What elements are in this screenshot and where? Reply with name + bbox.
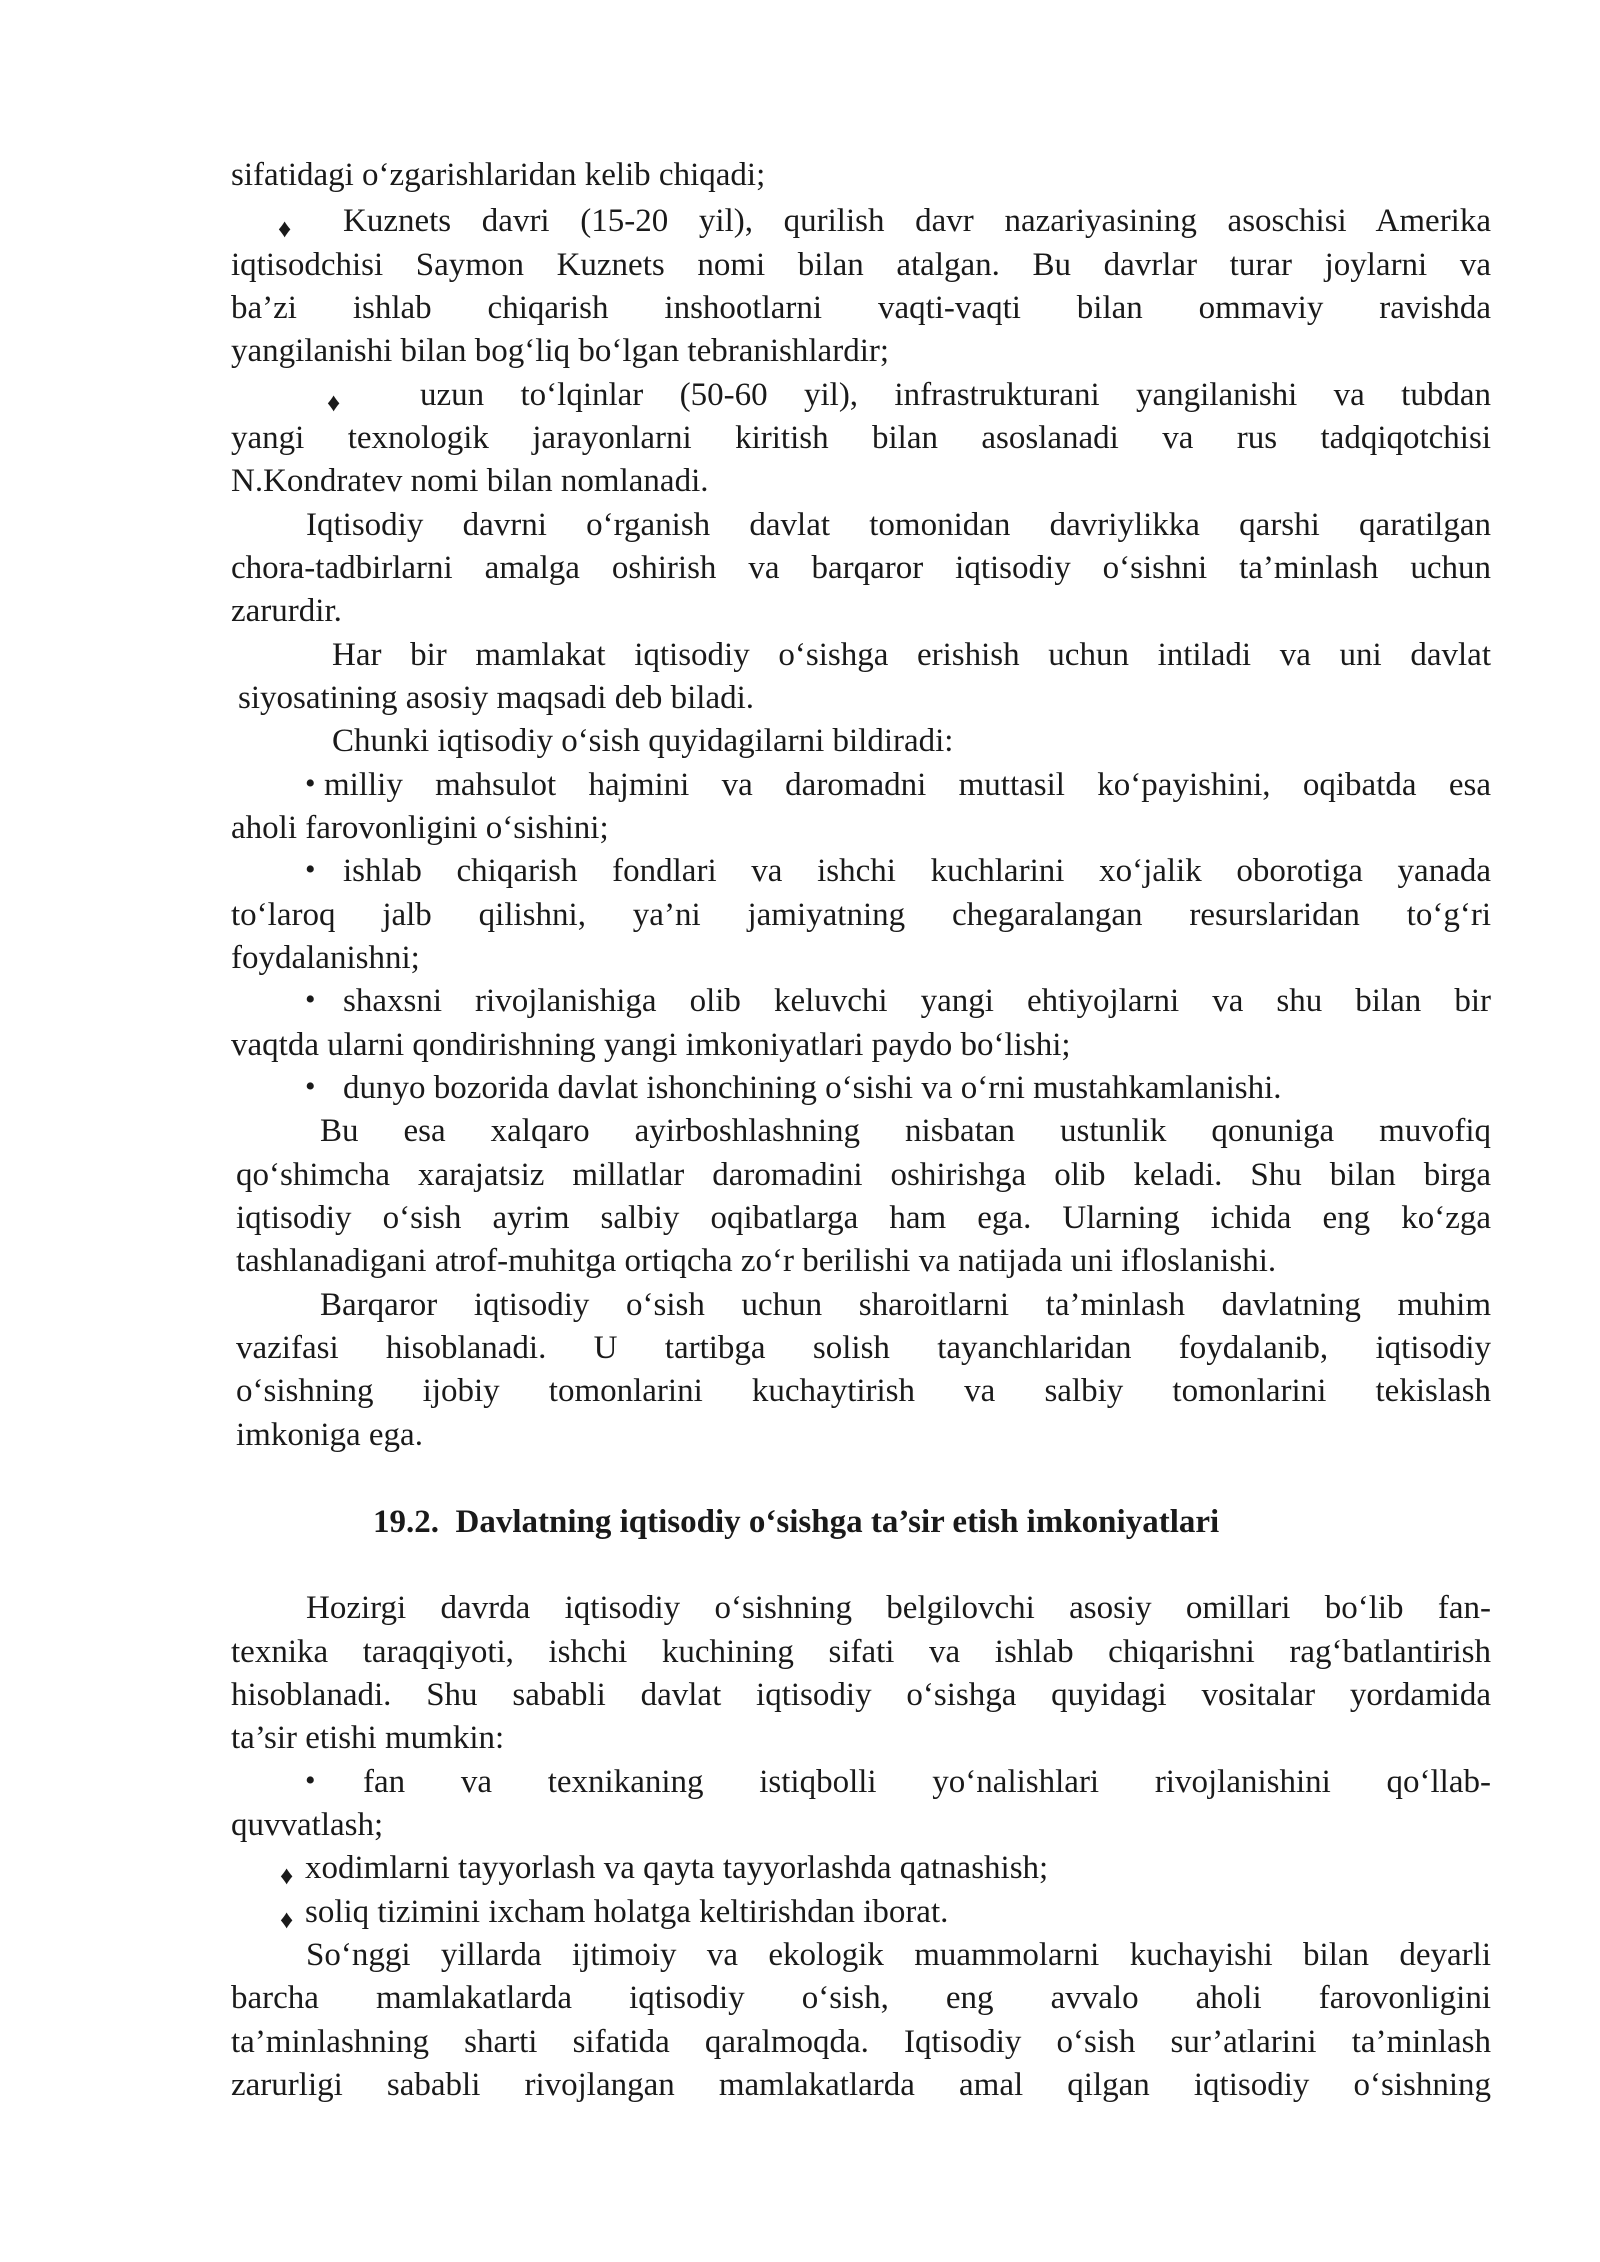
text-line: ishlab chiqarish fondlari va ishchi kuchlarini xo‘jalik oborotiga yanada: [343, 853, 1491, 889]
text-line: sifatidagi o‘zgarishlaridan kelib chiqadi;: [231, 157, 766, 193]
text-line: Bu esa xalqaro ayirboshlashning nisbatan ustunlik qonuniga muvofiq: [320, 1113, 1491, 1149]
diamond-bullet-icon: ♦: [327, 388, 341, 417]
text-line: Hozirgi davrda iqtisodiy o‘sishning belgilovchi asosiy omillari bo‘lib fan-: [306, 1590, 1491, 1626]
text-line: shaxsni rivojlanishiga olib keluvchi yangi ehtiyojlarni va shu bilan bir: [343, 983, 1491, 1019]
text-line: milliy mahsulot hajmini va daromadni muttasil ko‘payishini, oqibatda esa: [324, 767, 1491, 803]
text-line: ta’sir etishi mumkin:: [231, 1720, 505, 1756]
section-heading: 19.2. Davlatning iqtisodiy o‘sishga ta’sir etish imkoniyatlari: [373, 1504, 1220, 1540]
diamond-bullet-icon: ♦: [280, 1905, 294, 1934]
text-line: yangi texnologik jarayonlarni kiritish bilan asoslanadi va rus tadqiqotchisi: [231, 420, 1491, 456]
text-line: o‘sishning ijobiy tomonlarini kuchaytirish va salbiy tomonlarini tekislash: [236, 1373, 1491, 1409]
text-line: iqtisodchisi Saymon Kuznets nomi bilan atalgan. Bu davrlar turar joylarni va: [231, 247, 1491, 283]
text-line: yangilanishi bilan bog‘liq bo‘lgan tebranishlardir;: [231, 333, 890, 369]
text-line: texnika taraqqiyoti, ishchi kuchining sifati va ishlab chiqarishni rag‘batlantirish: [231, 1634, 1491, 1670]
text-line: ta’minlashning sharti sifatida qaralmoqda. Iqtisodiy o‘sish sur’atlarini ta’minlash: [231, 2024, 1491, 2060]
text-line: aholi farovonligini o‘sishini;: [231, 810, 609, 846]
text-line: imkoniga ega.: [236, 1417, 423, 1453]
dot-bullet-icon: •: [305, 767, 316, 800]
text-line: uzun to‘lqinlar (50-60 yil), infrastrukturani yangilanishi va tubdan: [420, 377, 1491, 413]
text-line: barcha mamlakatlarda iqtisodiy o‘sish, eng avvalo aholi farovonligini: [231, 1980, 1491, 2016]
text-line: zarurdir.: [231, 593, 342, 629]
text-line: vazifasi hisoblanadi. U tartibga solish tayanchlaridan foydalanib, iqtisodiy: [236, 1330, 1491, 1366]
text-line: to‘laroq jalb qilishni, ya’ni jamiyatning chegaralangan resurslaridan to‘g‘ri: [231, 897, 1491, 933]
text-line: dunyo bozorida davlat ishonchining o‘sishi va o‘rni mustahkamlanishi.: [343, 1070, 1282, 1106]
text-line: chora-tadbirlarni amalga oshirish va barqaror iqtisodiy o‘sishni ta’minlash uchun: [231, 550, 1491, 586]
text-line: zarurligi sababli rivojlangan mamlakatlarda amal qilgan iqtisodiy o‘sishning: [231, 2067, 1491, 2103]
dot-bullet-icon: •: [305, 853, 316, 886]
text-line: foydalanishni;: [231, 940, 420, 976]
text-line: vaqtda ularni qondirishning yangi imkoniyatlari paydo bo‘lishi;: [231, 1027, 1071, 1063]
dot-bullet-icon: •: [305, 1764, 316, 1797]
text-line: qo‘shimcha xarajatsiz millatlar daromadini oshirishga olib keladi. Shu bilan birga: [236, 1157, 1491, 1193]
diamond-bullet-icon: ♦: [278, 214, 292, 243]
text-line: N.Kondratev nomi bilan nomlanadi.: [231, 463, 709, 499]
dot-bullet-icon: •: [305, 1070, 316, 1103]
text-line: Iqtisodiy davrni o‘rganish davlat tomonidan davriylikka qarshi qaratilgan: [306, 507, 1491, 543]
text-line: ba’zi ishlab chiqarish inshootlarni vaqti-vaqti bilan ommaviy ravishda: [231, 290, 1491, 326]
text-line: soliq tizimini ixcham holatga keltirishdan iborat.: [305, 1894, 949, 1930]
text-line: Barqaror iqtisodiy o‘sish uchun sharoitlarni ta’minlash davlatning muhim: [320, 1287, 1491, 1323]
text-line: quvvatlash;: [231, 1807, 384, 1843]
text-line: Har bir mamlakat iqtisodiy o‘sishga erishish uchun intiladi va uni davlat: [332, 637, 1491, 673]
diamond-bullet-icon: ♦: [280, 1861, 294, 1890]
dot-bullet-icon: •: [305, 983, 316, 1016]
text-line: Kuznets davri (15-20 yil), qurilish davr nazariyasining asoschisi Amerika: [343, 203, 1491, 239]
text-line: Chunki iqtisodiy o‘sish quyidagilarni bildiradi:: [332, 723, 954, 759]
text-line: xodimlarni tayyorlash va qayta tayyorlashda qatnashish;: [305, 1850, 1049, 1886]
text-line: siyosatining asosiy maqsadi deb biladi.: [238, 680, 755, 716]
text-line: fan va texnikaning istiqbolli yo‘nalishlari rivojlanishini qo‘llab-: [363, 1764, 1491, 1800]
text-line: iqtisodiy o‘sish ayrim salbiy oqibatlarga ham ega. Ularning ichida eng ko‘zga: [236, 1200, 1491, 1236]
text-line: hisoblanadi. Shu sababli davlat iqtisodiy o‘sishga quyidagi vositalar yordamida: [231, 1677, 1491, 1713]
text-line: tashlanadigani atrof-muhitga ortiqcha zo‘r berilishi va natijada uni ifloslanishi.: [236, 1243, 1277, 1279]
text-line: So‘nggi yillarda ijtimoiy va ekologik muammolarni kuchayishi bilan deyarli: [306, 1937, 1491, 1973]
